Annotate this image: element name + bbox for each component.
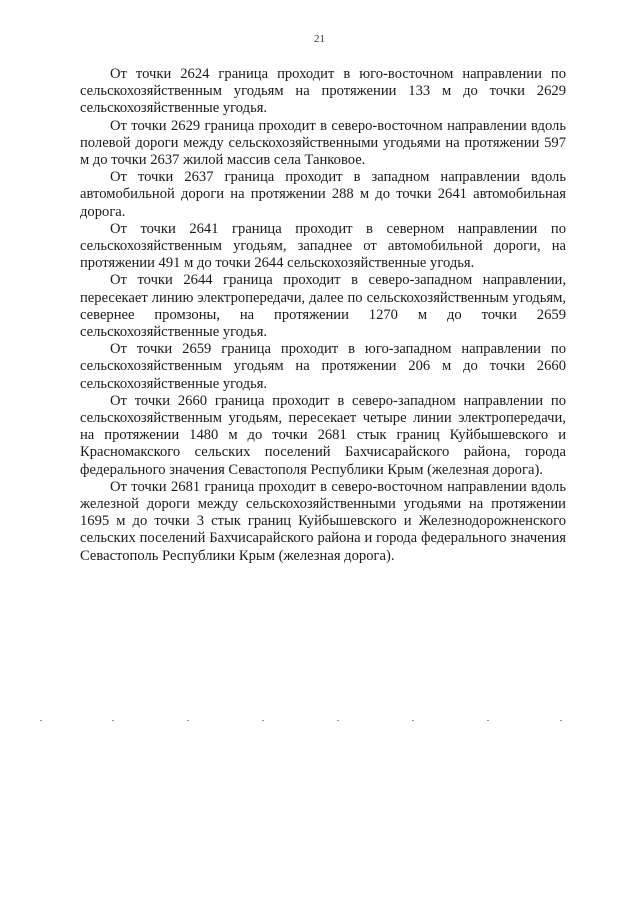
paragraph-point-2637: От точки 2637 граница проходит в западном направлении вдоль автомобильной дороги на протяжении 288 м до точки 2641 автомобильная дорога. <box>80 169 566 220</box>
scan-speck <box>560 720 562 721</box>
scan-speck <box>412 720 414 721</box>
paragraph-point-2624: От точки 2624 граница проходит в юго-восточном направлении по сельскохозяйственным угодьям на протяжении 133 м до точки 2629 сельскохозяйственные угодья. <box>80 66 566 117</box>
scan-speck <box>262 720 264 721</box>
scan-speck <box>112 720 114 721</box>
scan-speck <box>337 720 339 721</box>
paragraph-point-2629: От точки 2629 граница проходит в северо-восточном направлении вдоль полевой дороги между сельскохозяйственными угодьями на протяжении 597 м до точки 2637 жилой массив села Танковое. <box>80 117 566 169</box>
paragraph-point-2644: От точки 2644 граница проходит в северо-западном направлении, пересекает линию электропередачи, далее по сельскохозяйственным угодьям, севернее промзоны, на протяжении 1270 м до точки 2659 сельскохозяйственные угодья. <box>80 272 566 341</box>
paragraph-point-2641: От точки 2641 граница проходит в северном направлении по сельскохозяйственным угодьям, западнее от автомобильной дороги, на протяжении 491 м до точки 2644 сельскохозяйственные угодья. <box>80 220 566 272</box>
paragraph-point-2660: От точки 2660 граница проходит в северо-западном направлении по сельскохозяйственным угодьям, пересекает четыре линии электропередачи, на протяжении 1480 м до точки 2681 стык границ Куйбышевского и Красномакского сельских поселений Бахчисарайского района, города федерального значения Севастополя Республики Крым (железная дорога). <box>80 392 566 478</box>
scan-speck <box>487 720 489 721</box>
paragraph-point-2681: От точки 2681 граница проходит в северо-восточном направлении вдоль железной дороги между сельскохозяйственными угодьями на протяжении 1695 м до точки 3 стык границ Куйбышевского и Железнодорожненского сельских поселений Бахчисарайского района и города федерального значения Севастополь Республики Крым (железная дорога). <box>80 478 566 564</box>
scan-speck <box>40 720 42 721</box>
document-body <box>80 66 566 565</box>
scan-speck <box>187 720 189 721</box>
paragraph-point-2659: От точки 2659 граница проходит в юго-западном направлении по сельскохозяйственным угодьям на протяжении 206 м до точки 2660 сельскохозяйственные угодья. <box>80 341 566 392</box>
page-number: 21 <box>314 33 325 45</box>
scan-artifact-dots <box>0 720 639 724</box>
